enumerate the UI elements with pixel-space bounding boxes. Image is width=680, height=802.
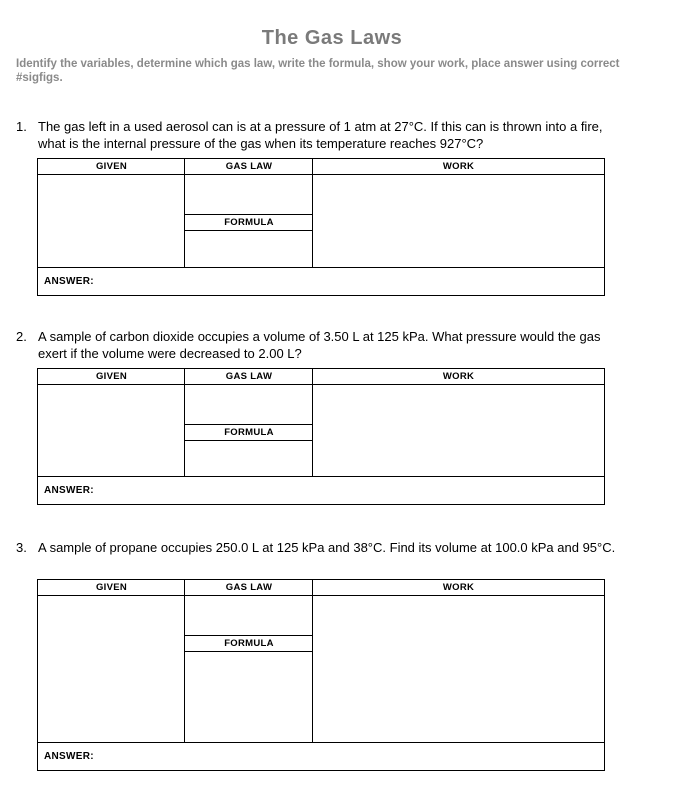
formula-label: FORMULA — [224, 217, 274, 228]
formula-bottom-line — [184, 651, 312, 652]
question-1 — [16, 118, 628, 152]
answer-divider — [38, 476, 604, 477]
work-header: WORK — [442, 582, 475, 593]
work-header: WORK — [442, 371, 475, 382]
gas-law-header: GAS LAW — [225, 582, 273, 593]
gas-law-header: GAS LAW — [225, 161, 273, 172]
formula-label: FORMULA — [224, 638, 274, 649]
question-number: 3. — [16, 540, 27, 555]
column-divider — [312, 369, 313, 476]
question-text: The gas left in a used aerosol can is at a pressure of 1 atm at 27°C. If this can is thrown into a fire, what is the internal pressure of the gas when its temperature reaches 927°C? — [38, 119, 603, 151]
answer-label: ANSWER: — [44, 276, 94, 287]
gas-law-header: GAS LAW — [225, 371, 273, 382]
column-divider — [184, 369, 185, 476]
column-divider — [312, 159, 313, 267]
header-divider — [38, 384, 604, 385]
answer-grid-3 — [37, 579, 605, 771]
page-title: The Gas Laws — [261, 27, 403, 49]
given-header: GIVEN — [95, 582, 128, 593]
answer-label: ANSWER: — [44, 751, 94, 762]
instructions: Identify the variables, determine which gas law, write the formula, show your work, place answer using correct #sigfigs. — [16, 58, 620, 84]
answer-divider — [38, 267, 604, 268]
question-2 — [16, 328, 628, 362]
work-header: WORK — [442, 161, 475, 172]
answer-divider — [38, 742, 604, 743]
formula-bottom-line — [184, 230, 312, 231]
answer-grid-1 — [37, 158, 605, 296]
question-text: A sample of propane occupies 250.0 L at 125 kPa and 38°C. Find its volume at 100.0 kPa and 95°C. — [38, 540, 616, 555]
question-number: 2. — [16, 329, 27, 344]
given-header: GIVEN — [95, 161, 128, 172]
question-text: A sample of carbon dioxide occupies a volume of 3.50 L at 125 kPa. What pressure would the gas exert if the volume were decreased to 2.00 L? — [38, 329, 601, 361]
answer-grid-2 — [37, 368, 605, 505]
header-divider — [38, 595, 604, 596]
formula-label: FORMULA — [224, 427, 274, 438]
column-divider — [312, 580, 313, 742]
header-divider — [38, 174, 604, 175]
given-header: GIVEN — [95, 371, 128, 382]
column-divider — [184, 580, 185, 742]
formula-bottom-line — [184, 440, 312, 441]
question-number: 1. — [16, 119, 27, 134]
column-divider — [184, 159, 185, 267]
question-3 — [16, 539, 628, 556]
answer-label: ANSWER: — [44, 485, 94, 496]
